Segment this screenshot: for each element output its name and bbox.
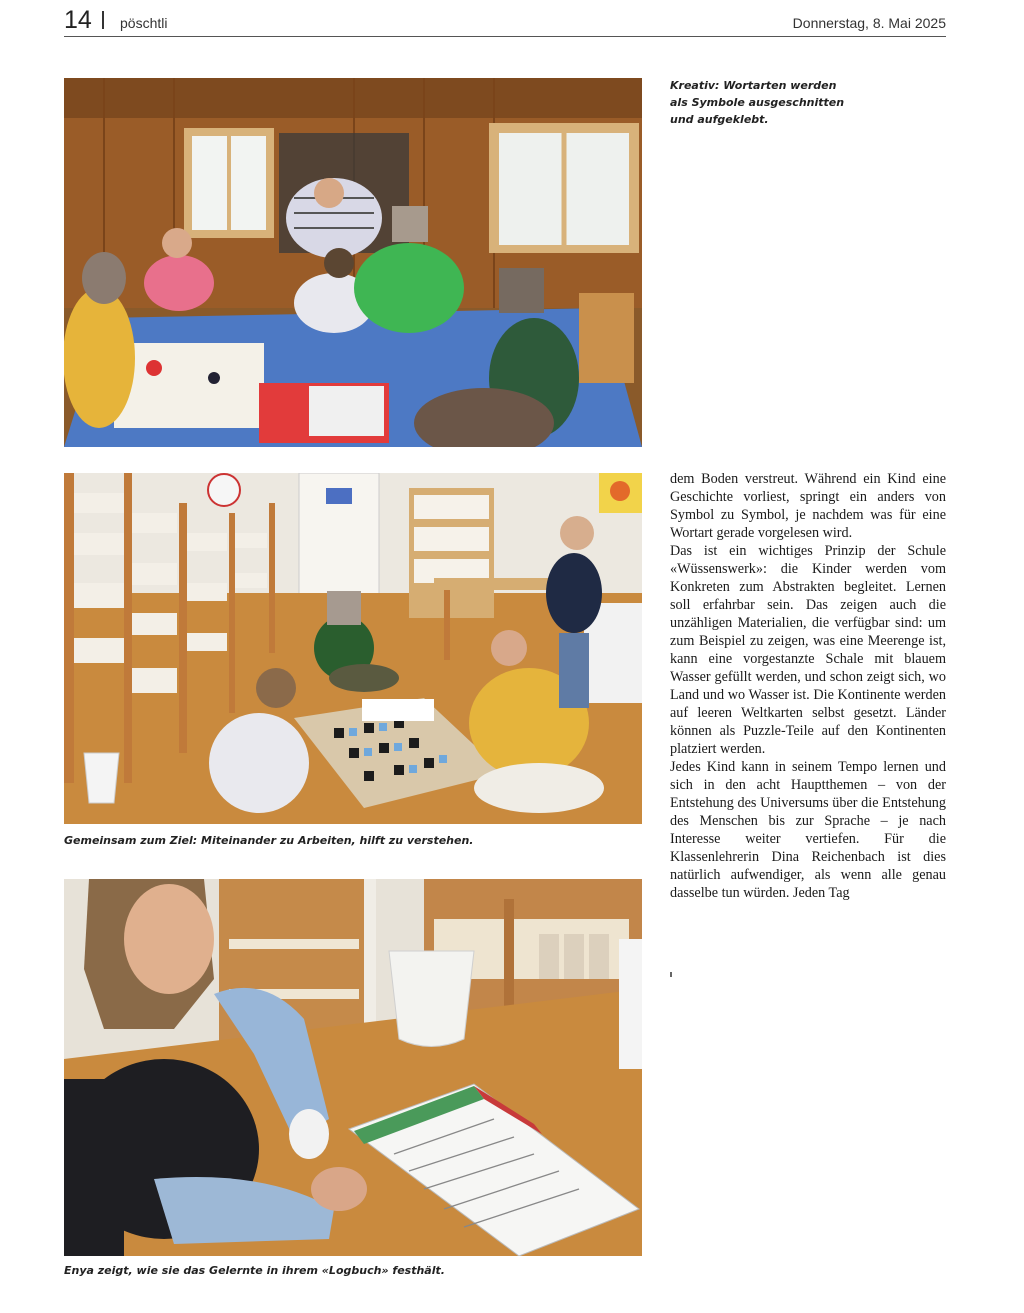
page-header — [64, 6, 946, 37]
header-separator — [102, 11, 104, 29]
publication-name: pöschtli — [120, 15, 168, 31]
article-paragraph: Jedes Kind kann in seinem Tempo lernen und sich in den acht Hauptthemen – von der Entstehung des Universums über die Entstehung des Menschen bis zur Sprache – je nach Interesse weiter vertiefen. Für die Klassenlehrerin Dina Reichenbach ist dies natürlich aufwendiger, als wenn alle genau dasselbe tun würden. Jeden Tag — [670, 759, 946, 901]
photo-classroom-table — [64, 78, 642, 447]
photo-floor-activity — [64, 473, 642, 824]
caption-photo2: Gemeinsam zum Ziel: Miteinander zu Arbeiten, hilft zu verstehen. — [64, 834, 474, 847]
article-paragraph: dem Boden verstreut. Während ein Kind eine Geschichte vorliest, springt ein anders von Symbol zu Symbol, je nachdem was für eine Wortart gerade vorgelesen wird. — [670, 471, 946, 541]
article-body — [670, 470, 946, 902]
issue-date: Donnerstag, 8. Mai 2025 — [792, 15, 946, 31]
caption-photo1: Kreativ: Wortarten werden als Symbole ausgeschnitten und aufgeklebt. — [670, 79, 845, 126]
caption-photo3: Enya zeigt, wie sie das Gelernte in ihrem «Logbuch» festhält. — [64, 1264, 445, 1277]
page-number: 14 — [64, 6, 92, 34]
photo-logbook — [64, 879, 642, 1256]
article-paragraph: Das ist ein wichtiges Prinzip der Schule «Wüssenswerk»: die Kinder werden vom Konkreten zum Abstrakten begleitet. Lernen soll erfahrbar sein. Das zeigen auch die unzähligen Materialien, die verfügbar sind: um zum Beispiel zu zeigen, was eine Meerenge ist, kann eine vorgestanzte Schale mit blauem Wasser gefüllt werden, und schon zeigt sich, wo Land und wo Wasser ist. Die Kontinente werden auf leeren Weltkarten selbst gesetzt. Länder können als Puzzle-Teile auf den Kontinenten platziert werden. — [670, 543, 946, 757]
column-mark — [670, 972, 672, 977]
